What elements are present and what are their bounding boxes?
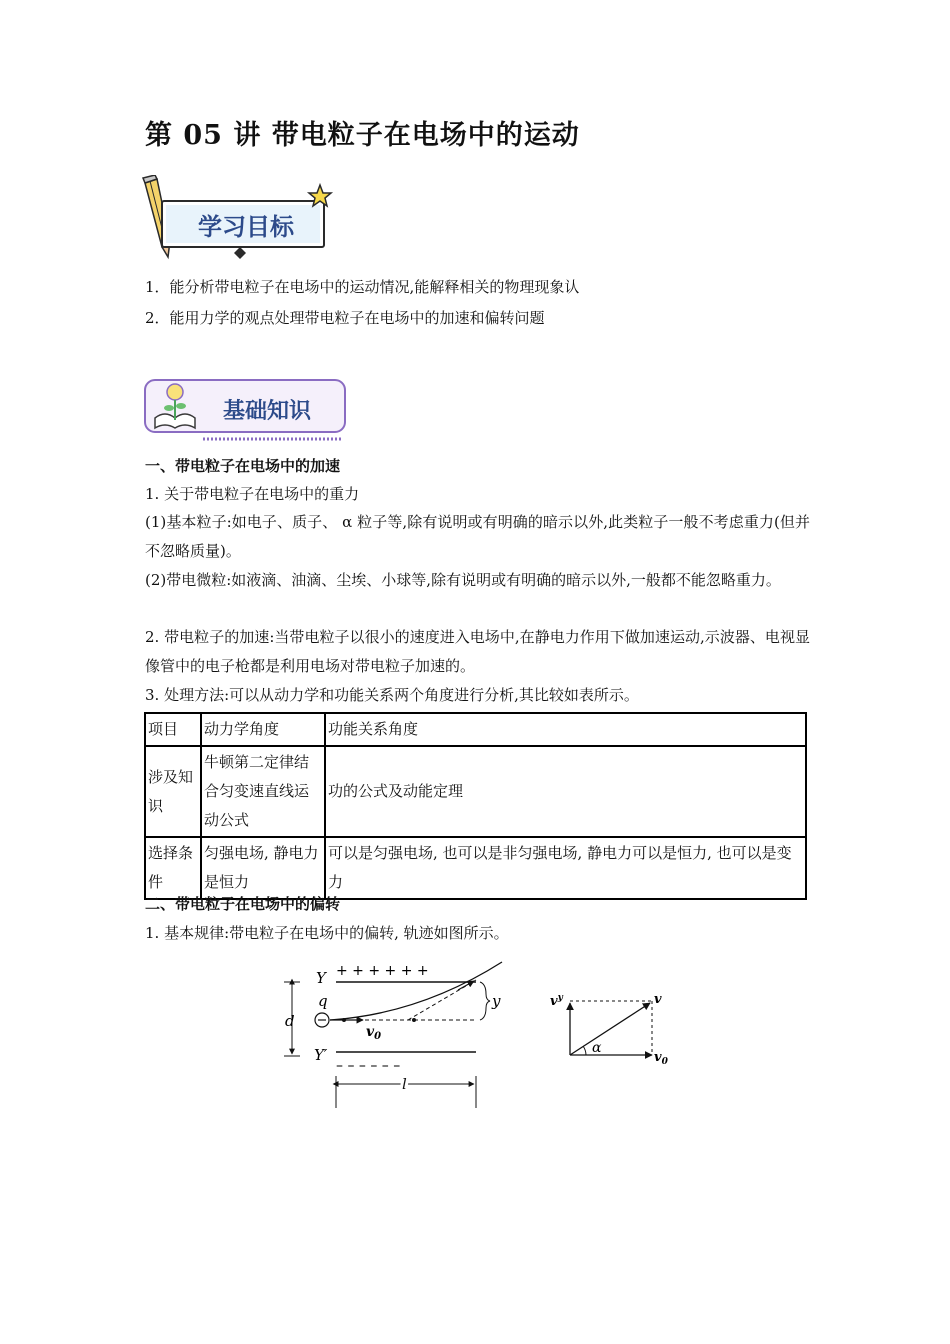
vy-label xyxy=(550,993,564,1009)
table-cell: 匀强电场, 静电力是恒力 xyxy=(201,837,325,899)
comparison-table xyxy=(144,712,807,900)
deflection-label: y xyxy=(492,992,501,1010)
length-label: l xyxy=(402,1075,407,1093)
heart-icon xyxy=(234,247,246,259)
v-label: v xyxy=(654,992,662,1007)
goal-item-1: 1．能分析带电粒子在电场中的运动情况,能解释相关的物理现象认 xyxy=(145,278,580,296)
page-title: 第 05 讲 带电粒子在电场中的运动 xyxy=(145,120,580,151)
paragraph-deflection-rule: 1. 基本规律:带电粒子在电场中的偏转, 轨迹如图所示。 xyxy=(145,924,509,942)
table-cell: 功的公式及动能定理 xyxy=(325,746,806,837)
paragraph-gravity: 1. 关于带电粒子在电场中的重力 xyxy=(145,485,360,503)
basics-banner xyxy=(143,378,348,444)
basics-banner-label: 基础知识 xyxy=(222,399,312,424)
velocity-decomposition-figure xyxy=(550,985,675,1067)
section-heading-acceleration: 一、带电粒子在电场中的加速 xyxy=(145,457,341,475)
table-cell: 牛顿第二定律结合匀变速直线运动公式 xyxy=(201,746,325,837)
goals-banner-label: 学习目标 xyxy=(198,213,294,241)
paragraph-acceleration: 2. 带电粒子的加速:当带电粒子以很小的速度进入电场中,在静电力作用下做加速运动,示波器、电视显像管中的电子枪都是利用电场对带电粒子加速的。 xyxy=(145,628,810,675)
resultant-velocity-arrow xyxy=(570,1003,650,1055)
goals-banner xyxy=(140,175,335,263)
vy-subscript: y xyxy=(557,993,563,1003)
charge-label: q xyxy=(318,992,328,1010)
paragraph-methods: 3. 处理方法:可以从动力学和功能关系两个角度进行分析,其比较如表所示。 xyxy=(145,686,639,704)
top-plate-label: Y xyxy=(316,969,326,987)
table-header-cell: 动力学角度 xyxy=(201,713,325,746)
v0-subscript: 0 xyxy=(661,1057,668,1067)
deflection-brace xyxy=(480,982,490,1020)
table-header-cell: 功能关系角度 xyxy=(325,713,806,746)
table-header-cell: 项目 xyxy=(145,713,201,746)
goal-item-2: 2．能用力学的观点处理带电粒子在电场中的加速和偏转问题 xyxy=(145,309,545,327)
bottom-plate-label: Y′ xyxy=(314,1046,328,1064)
angle-arc xyxy=(583,1046,586,1055)
table-cell: 可以是匀强电场, 也可以是非匀强电场, 静电力可以是恒力, 也可以是变力 xyxy=(325,837,806,899)
velocity-subscript: 0 xyxy=(374,1031,382,1042)
velocity-label xyxy=(366,1024,381,1042)
minus-signs: – – – – – – xyxy=(336,1058,401,1074)
angle-label: α xyxy=(592,1040,602,1056)
deflection-figure xyxy=(270,958,510,1110)
velocity-symbol: v xyxy=(366,1024,375,1040)
paragraph-charged-droplets: (2)带电微粒:如液滴、油滴、尘埃、小球等,除有说明或有明确的暗示以外,一般都不能忽略重力。 xyxy=(145,571,781,589)
table-cell: 涉及知识 xyxy=(145,746,201,837)
table-row xyxy=(145,746,806,837)
section-heading-deflection: 二、带电粒子在电场中的偏转 xyxy=(145,895,341,913)
gap-label: d xyxy=(285,1012,295,1030)
table-cell: 选择条件 xyxy=(145,837,201,899)
plus-signs: + + + + + + xyxy=(336,963,429,979)
table-header-row xyxy=(145,713,806,746)
v0-label xyxy=(654,1050,669,1067)
v0-symbol: v xyxy=(654,1050,662,1065)
vy-symbol: v xyxy=(550,994,558,1009)
paragraph-basic-particles: (1)基本粒子:如电子、质子、 α 粒子等,除有说明或有明确的暗示以外,此类粒子一般不考虑重力(但并不忽略质量)。 xyxy=(145,513,810,560)
